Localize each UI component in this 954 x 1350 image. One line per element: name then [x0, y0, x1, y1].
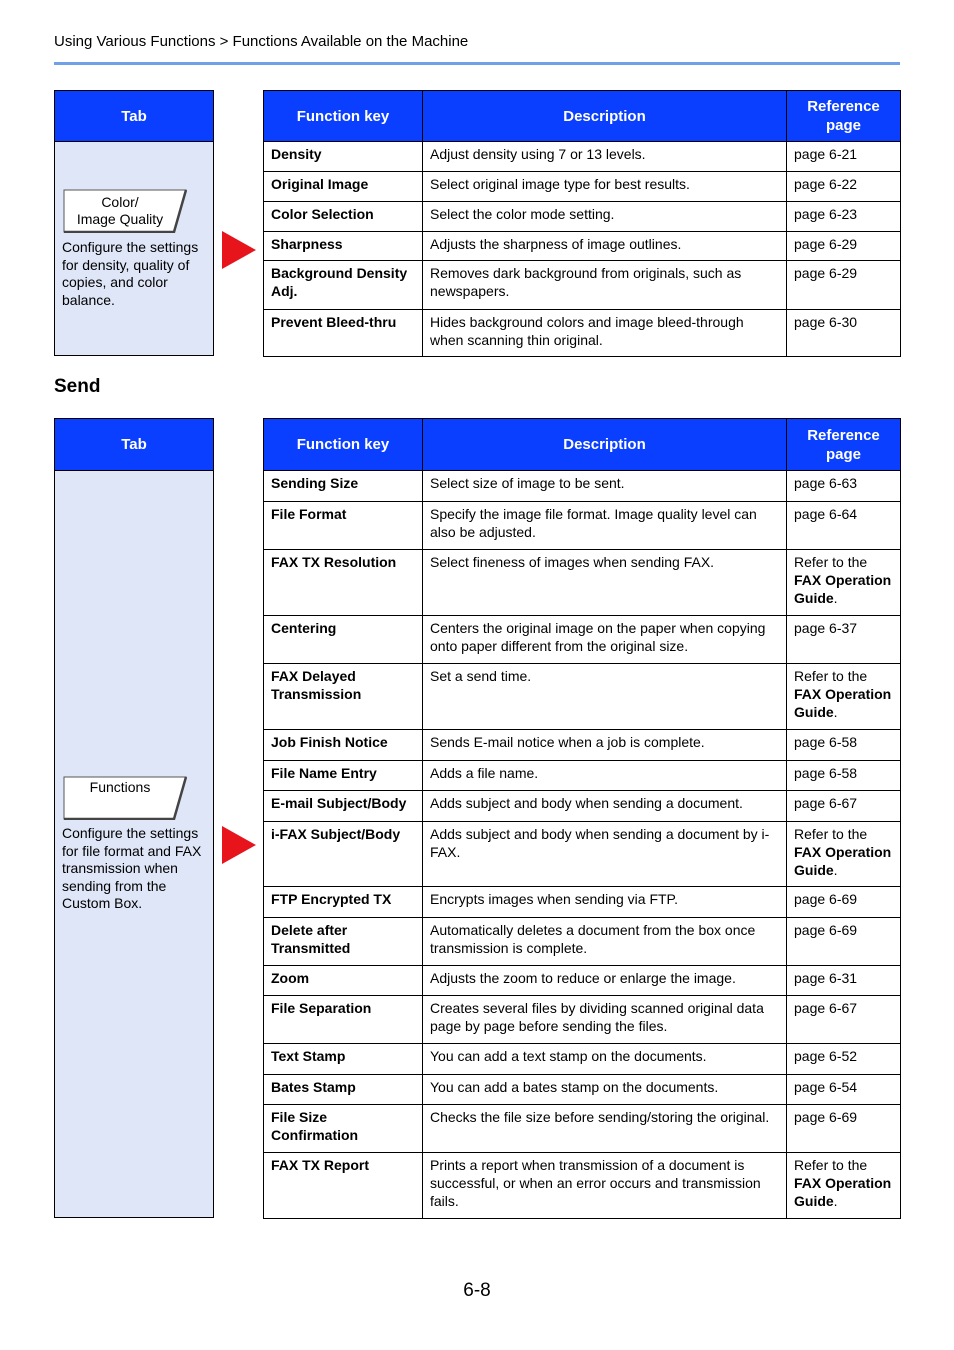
description-cell: Automatically deletes a document from the box once transmission is complete.: [423, 918, 787, 966]
table-row: [264, 616, 901, 664]
reference-prefix: Refer to the: [794, 668, 868, 684]
description-cell: Adjust density using 7 or 13 levels.: [423, 142, 787, 172]
reference-page-cell: page 6-63: [787, 471, 901, 502]
table-row: [264, 550, 901, 616]
table-row: [264, 172, 901, 202]
quality-tab-description: Configure the settings for density, quality of copies, and color balance.: [62, 239, 199, 308]
reference-page-cell: [787, 1153, 901, 1219]
reference-suffix: .: [833, 1193, 838, 1209]
function-key-cell: i-FAX Subject/Body: [264, 822, 423, 887]
function-key-cell: File Name Entry: [264, 761, 423, 791]
function-key-cell: FAX Delayed Transmission: [264, 664, 423, 730]
reference-guide-name: FAX Operation Guide: [794, 844, 892, 878]
column-header-function-key: Function key: [264, 419, 423, 471]
description-cell: Hides background colors and image bleed-through when scanning thin original.: [423, 310, 787, 357]
reference-prefix: Refer to the: [794, 826, 868, 842]
description-cell: Select original image type for best results.: [423, 172, 787, 202]
description-cell: You can add a bates stamp on the documents.: [423, 1075, 787, 1105]
send-tab-header: Tab: [55, 419, 213, 471]
reference-guide-name: FAX Operation Guide: [794, 1175, 892, 1209]
description-cell: Adds a file name.: [423, 761, 787, 791]
quality-tab-header: Tab: [55, 91, 213, 142]
table-row: [264, 502, 901, 550]
description-cell: Select the color mode setting.: [423, 202, 787, 232]
table-row: [264, 887, 901, 918]
reference-page-cell: page 6-58: [787, 761, 901, 791]
reference-suffix: .: [833, 704, 838, 720]
function-key-cell: File Separation: [264, 996, 423, 1044]
reference-guide-name: FAX Operation Guide: [794, 572, 892, 606]
table-row: [264, 232, 901, 261]
reference-prefix: Refer to the: [794, 1157, 868, 1173]
table-row: [264, 918, 901, 966]
function-key-cell: E-mail Subject/Body: [264, 791, 423, 822]
page-number: 6-8: [463, 1280, 491, 1301]
send-function-table: [263, 418, 901, 1219]
column-header-description: Description: [423, 419, 787, 471]
table-row: [264, 761, 901, 791]
function-key-cell: Text Stamp: [264, 1044, 423, 1075]
table-row: [264, 142, 901, 172]
function-key-cell: Delete after Transmitted: [264, 918, 423, 966]
function-key-cell: File Size Confirmation: [264, 1105, 423, 1153]
reference-page-cell: page 6-31: [787, 966, 901, 996]
function-key-cell: Centering: [264, 616, 423, 664]
reference-page-cell: page 6-69: [787, 887, 901, 918]
reference-page-cell: page 6-22: [787, 172, 901, 202]
description-cell: Select fineness of images when sending FAX.: [423, 550, 787, 616]
reference-page-cell: [787, 550, 901, 616]
quality-function-table: [263, 90, 901, 357]
function-key-cell: Background Density Adj.: [264, 261, 423, 310]
reference-suffix: .: [833, 590, 838, 606]
send-tab-label: Functions: [89, 779, 151, 795]
table-row: [264, 1153, 901, 1219]
function-key-cell: Job Finish Notice: [264, 730, 423, 761]
function-key-cell: Prevent Bleed-thru: [264, 310, 423, 357]
function-key-cell: Sending Size: [264, 471, 423, 502]
reference-page-cell: page 6-69: [787, 1105, 901, 1153]
table-row: [264, 791, 901, 822]
function-key-cell: Sharpness: [264, 232, 423, 261]
table-row: [264, 1105, 901, 1153]
breadcrumb: Using Various Functions > Functions Available on the Machine: [54, 33, 469, 50]
reference-page-cell: page 6-29: [787, 261, 901, 310]
reference-page-cell: page 6-21: [787, 142, 901, 172]
reference-page-cell: page 6-37: [787, 616, 901, 664]
column-header-description: Description: [423, 91, 787, 142]
reference-page-cell: page 6-69: [787, 918, 901, 966]
function-key-cell: Original Image: [264, 172, 423, 202]
table-row: [264, 664, 901, 730]
reference-guide-name: FAX Operation Guide: [794, 686, 892, 720]
quality-tab-button[interactable]: [63, 189, 187, 233]
header-divider: [54, 62, 900, 65]
description-cell: Set a send time.: [423, 664, 787, 730]
function-key-cell: Density: [264, 142, 423, 172]
reference-page-cell: page 6-30: [787, 310, 901, 357]
send-tab-description: Configure the settings for file format and FAX transmission when sending from the Custom Box.: [62, 825, 202, 911]
reference-page-cell: page 6-52: [787, 1044, 901, 1075]
reference-page-cell: page 6-58: [787, 730, 901, 761]
reference-suffix: .: [833, 862, 838, 878]
description-cell: Adjusts the zoom to reduce or enlarge the image.: [423, 966, 787, 996]
function-key-cell: File Format: [264, 502, 423, 550]
table-row: [264, 966, 901, 996]
description-cell: Encrypts images when sending via FTP.: [423, 887, 787, 918]
quality-table-body: [264, 142, 901, 357]
description-cell: You can add a text stamp on the documents.: [423, 1044, 787, 1075]
function-key-cell: FAX TX Report: [264, 1153, 423, 1219]
reference-page-cell: [787, 664, 901, 730]
description-cell: Specify the image file format. Image quality level can also be adjusted.: [423, 502, 787, 550]
table-row: [264, 471, 901, 502]
section-title-send: Send: [54, 376, 101, 397]
function-key-cell: Color Selection: [264, 202, 423, 232]
send-table-body: [264, 471, 901, 1219]
description-cell: Sends E-mail notice when a job is complete.: [423, 730, 787, 761]
reference-prefix: Refer to the: [794, 554, 868, 570]
quality-tab-label: Color/ Image Quality: [76, 194, 164, 227]
reference-page-cell: page 6-54: [787, 1075, 901, 1105]
description-cell: Adjusts the sharpness of image outlines.: [423, 232, 787, 261]
function-key-cell: FTP Encrypted TX: [264, 887, 423, 918]
reference-page-cell: page 6-67: [787, 996, 901, 1044]
description-cell: Adds subject and body when sending a document.: [423, 791, 787, 822]
column-header-reference-page: Reference page: [787, 419, 901, 471]
description-cell: Adds subject and body when sending a document by i-FAX.: [423, 822, 787, 887]
table-row: [264, 1044, 901, 1075]
description-cell: Checks the file size before sending/storing the original.: [423, 1105, 787, 1153]
table-row: [264, 730, 901, 761]
reference-page-cell: page 6-67: [787, 791, 901, 822]
send-tab-button[interactable]: [63, 776, 187, 820]
reference-page-cell: page 6-64: [787, 502, 901, 550]
pointer-arrow-icon: [222, 231, 256, 269]
description-cell: Prints a report when transmission of a document is successful, or when an error occurs and transmission fails.: [423, 1153, 787, 1219]
description-cell: Select size of image to be sent.: [423, 471, 787, 502]
column-header-function-key: Function key: [264, 91, 423, 142]
description-cell: Centers the original image on the paper when copying onto paper different from the original size.: [423, 616, 787, 664]
table-row: [264, 310, 901, 357]
quality-tab-column: [54, 90, 214, 356]
pointer-arrow-icon: [222, 826, 256, 864]
function-key-cell: Bates Stamp: [264, 1075, 423, 1105]
reference-page-cell: page 6-29: [787, 232, 901, 261]
table-row: [264, 996, 901, 1044]
send-tab-column: [54, 418, 214, 1218]
table-row: [264, 261, 901, 310]
reference-page-cell: page 6-23: [787, 202, 901, 232]
function-key-cell: Zoom: [264, 966, 423, 996]
table-row: [264, 202, 901, 232]
table-row: [264, 822, 901, 887]
table-row: [264, 1075, 901, 1105]
reference-page-cell: [787, 822, 901, 887]
function-key-cell: FAX TX Resolution: [264, 550, 423, 616]
column-header-reference-page: Reference page: [787, 91, 901, 142]
description-cell: Removes dark background from originals, such as newspapers.: [423, 261, 787, 310]
description-cell: Creates several files by dividing scanned original data page by page before sending the files.: [423, 996, 787, 1044]
